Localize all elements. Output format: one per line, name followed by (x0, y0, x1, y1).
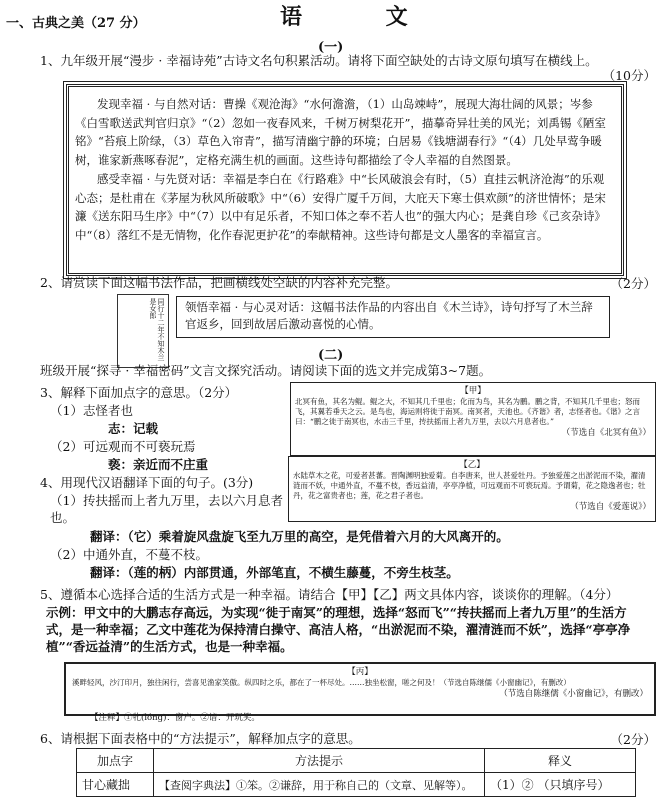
passage-yi-label: 【乙】 (459, 460, 485, 470)
question-4-item-2: （2）中通外直，不蔓不枝。 (50, 547, 208, 562)
question-3-answer-2: 亵：亲近而不庄重 (108, 457, 209, 472)
passage-yi-text: 水陆草木之花，可爱者甚蕃。晋陶渊明独爱菊。自李唐来，世人甚爱牡丹。予独爱莲之出淤泥而不染，濯清涟而不妖，中通外直，不蔓不枝，香远益清，亭亭净植，可远观而不可亵玩焉。予谓菊，花之隐逸者也；牡丹，花之富贵者也；莲，花之君子者也。 (293, 471, 646, 500)
part-label-1: (一) (318, 40, 344, 55)
part2-intro: 班级开展“探寻 · 幸福密码”文言文探究活动。请阅读下面的选文并完成第3~7题。 (40, 363, 492, 378)
passage-bing-note: 【注释】①牝(lóng)：窗户。②谙：开玩笑。 (90, 713, 260, 723)
passage-yi (288, 456, 656, 522)
table-cell: 甘心藏拙 (77, 773, 154, 797)
poem-paragraph-nature: 发现幸福 · 与自然对话：曹操《观沧海》“水何澹澹，（1）山岛竦峙”，展现大海壮阔的风景；岑参《白雪歌送武判官归京》“（2）忽如一夜春风来，千树万树梨花开”，描摹奇异壮美的风光；刘禹锡《陋室铭》“苔痕上阶绿，（3）草色入帘青”，描写清幽宁静的环境；白居易《钱塘湖春行》“（4）几处早莺争暖树，谁家新燕啄春泥”，定格充满生机的画面。这些诗句都描绘了令人幸福的自然图景。 (75, 97, 606, 167)
question-4: 4、用现代汉语翻译下面的句子。(3分) (40, 475, 254, 490)
question-6-score: （2分） (610, 732, 656, 747)
passage-jia-source: （节选自《北冥有鱼》） (561, 428, 651, 438)
question-2: 2、请赏读下面这幅书法作品，把画横线处空缺的内容补充完整。 (40, 275, 398, 290)
poem-paragraph-sages: 感受幸福 · 与先贤对话：幸福是李白在《行路难》中“长风破浪会有时，（5）直挂云帆济沧海”的乐观心态；是杜甫在《茅屋为秋风所破歌》中“（6）安得广厦千万间，大庇天下寒士俱欢颜”的济世情怀；是宋濂《送东阳马生序》中“（7）以中有足乐者，不知口体之奉不若人也”的强大内心；是龚自珍《己亥杂诗》中“（8）落红不是无情物，化作春泥更护花”的奉献精神。这些诗句都是文人墨客的幸福宣言。 (75, 172, 606, 242)
table-header-row (77, 749, 636, 773)
passage-jia (290, 382, 656, 456)
question-3: 3、解释下面加点字的意思。（2分） (40, 385, 238, 400)
table-header-cell: 加点字 (77, 749, 154, 773)
passage-jia-label: 【甲】 (460, 386, 486, 396)
question-5-answer: 示例：甲文中的大鹏志存高远，为实现“徙于南冥”的理想，选择“怒而飞”“抟扶摇而上者九万里”的生活方式，是一种幸福；乙文中莲花为保持清白操守、高洁人格，“出淤泥而不染，濯清涟而不妖”，选择“亭亭净植”“香远益清”的生活方式，也是一种幸福。 (46, 605, 631, 654)
passage-bing-text: 溪畔轻风，沙汀印月，独往闲行，尝喜见渔家笑傲。纵四时之乐，都在了一杯尽处。……独坐松窗，嗟之何及！（节选自陈继儒《小窗幽记》，有删改） (72, 678, 571, 687)
poem-frame (66, 84, 624, 276)
question-6: 6、请根据下面表格中的“方法提示”，解释加点字的意思。 (40, 731, 361, 746)
passage-bing-source: （节选自陈继儒《小窗幽记》，有删改） (499, 689, 648, 699)
question-4-answer-2: 翻译：（莲的柄）内部贯通，外部笔直，不横生藤蔓，不旁生枝茎。 (90, 565, 459, 580)
question-3-answer-1: 志：记载 (108, 421, 159, 436)
passage-yi-source: （节选自《爱莲说》） (570, 502, 651, 512)
question-4-answer-1: 翻译：（它）乘着旋风盘旋飞至九万里的高空，是凭借着六月的大风离开的。 (90, 529, 509, 544)
table-cell: 【查阅字典法】①笨。②谦辞，用于称自己的（文章、见解等）。 (154, 773, 485, 797)
passage-jia-text: 北冥有鱼，其名为鲲。鲲之大，不知其几千里也；化而为鸟，其名为鹏。鹏之背，不知其几千里也；怒而飞，其翼若垂天之云。是鸟也，海运则将徙于南冥。南冥者，天池也。《齐谐》者，志怪者也。《谐》之言曰：“鹏之徙于南冥也，水击三千里，抟扶摇而上者九万里，去以六月息者也。” (295, 397, 640, 426)
passage-bing (64, 662, 656, 716)
question-2-box: 领悟幸福 · 与心灵对话：这幅书法作品的内容出自《木兰诗》，诗句抒写了木兰辞官返乡，回到故居后激动喜悦的心情。 (176, 296, 610, 338)
passage-bing-label: 【丙】 (347, 667, 373, 677)
question-1-score: （10分） (602, 68, 656, 83)
table-header-cell: 释义 (485, 749, 636, 773)
page-title: 语 文 (280, 4, 446, 30)
method-table (76, 748, 636, 797)
question-5: 5、遵循本心选择合适的生活方式是一种幸福。请结合【甲】【乙】两文具体内容，谈谈你的理解。（4分） (40, 587, 619, 602)
table-row (77, 773, 636, 797)
table-header-cell: 方法提示 (154, 749, 485, 773)
question-2-score: （2分） (610, 276, 656, 291)
section-heading: 一、古典之美（27 分） (6, 16, 146, 31)
part-label-2: (二) (318, 348, 344, 363)
calligraphy-image: 同行十二年不知木兰是女郎 (117, 294, 169, 368)
question-1: 1、九年级开展“漫步 · 幸福诗苑”古诗文名句积累活动。请将下面空缺处的古诗文原句填写在横线上。 (40, 53, 598, 68)
question-3-item-2: （2）可远观而不可亵玩焉 (50, 439, 196, 454)
question-4-item-1: （1）抟扶摇而上者九万里，去以六月息者也。 (50, 493, 283, 525)
table-cell: （1）② （只填序号） (485, 773, 636, 797)
question-3-item-1: （1）志怪者也 (50, 403, 133, 418)
